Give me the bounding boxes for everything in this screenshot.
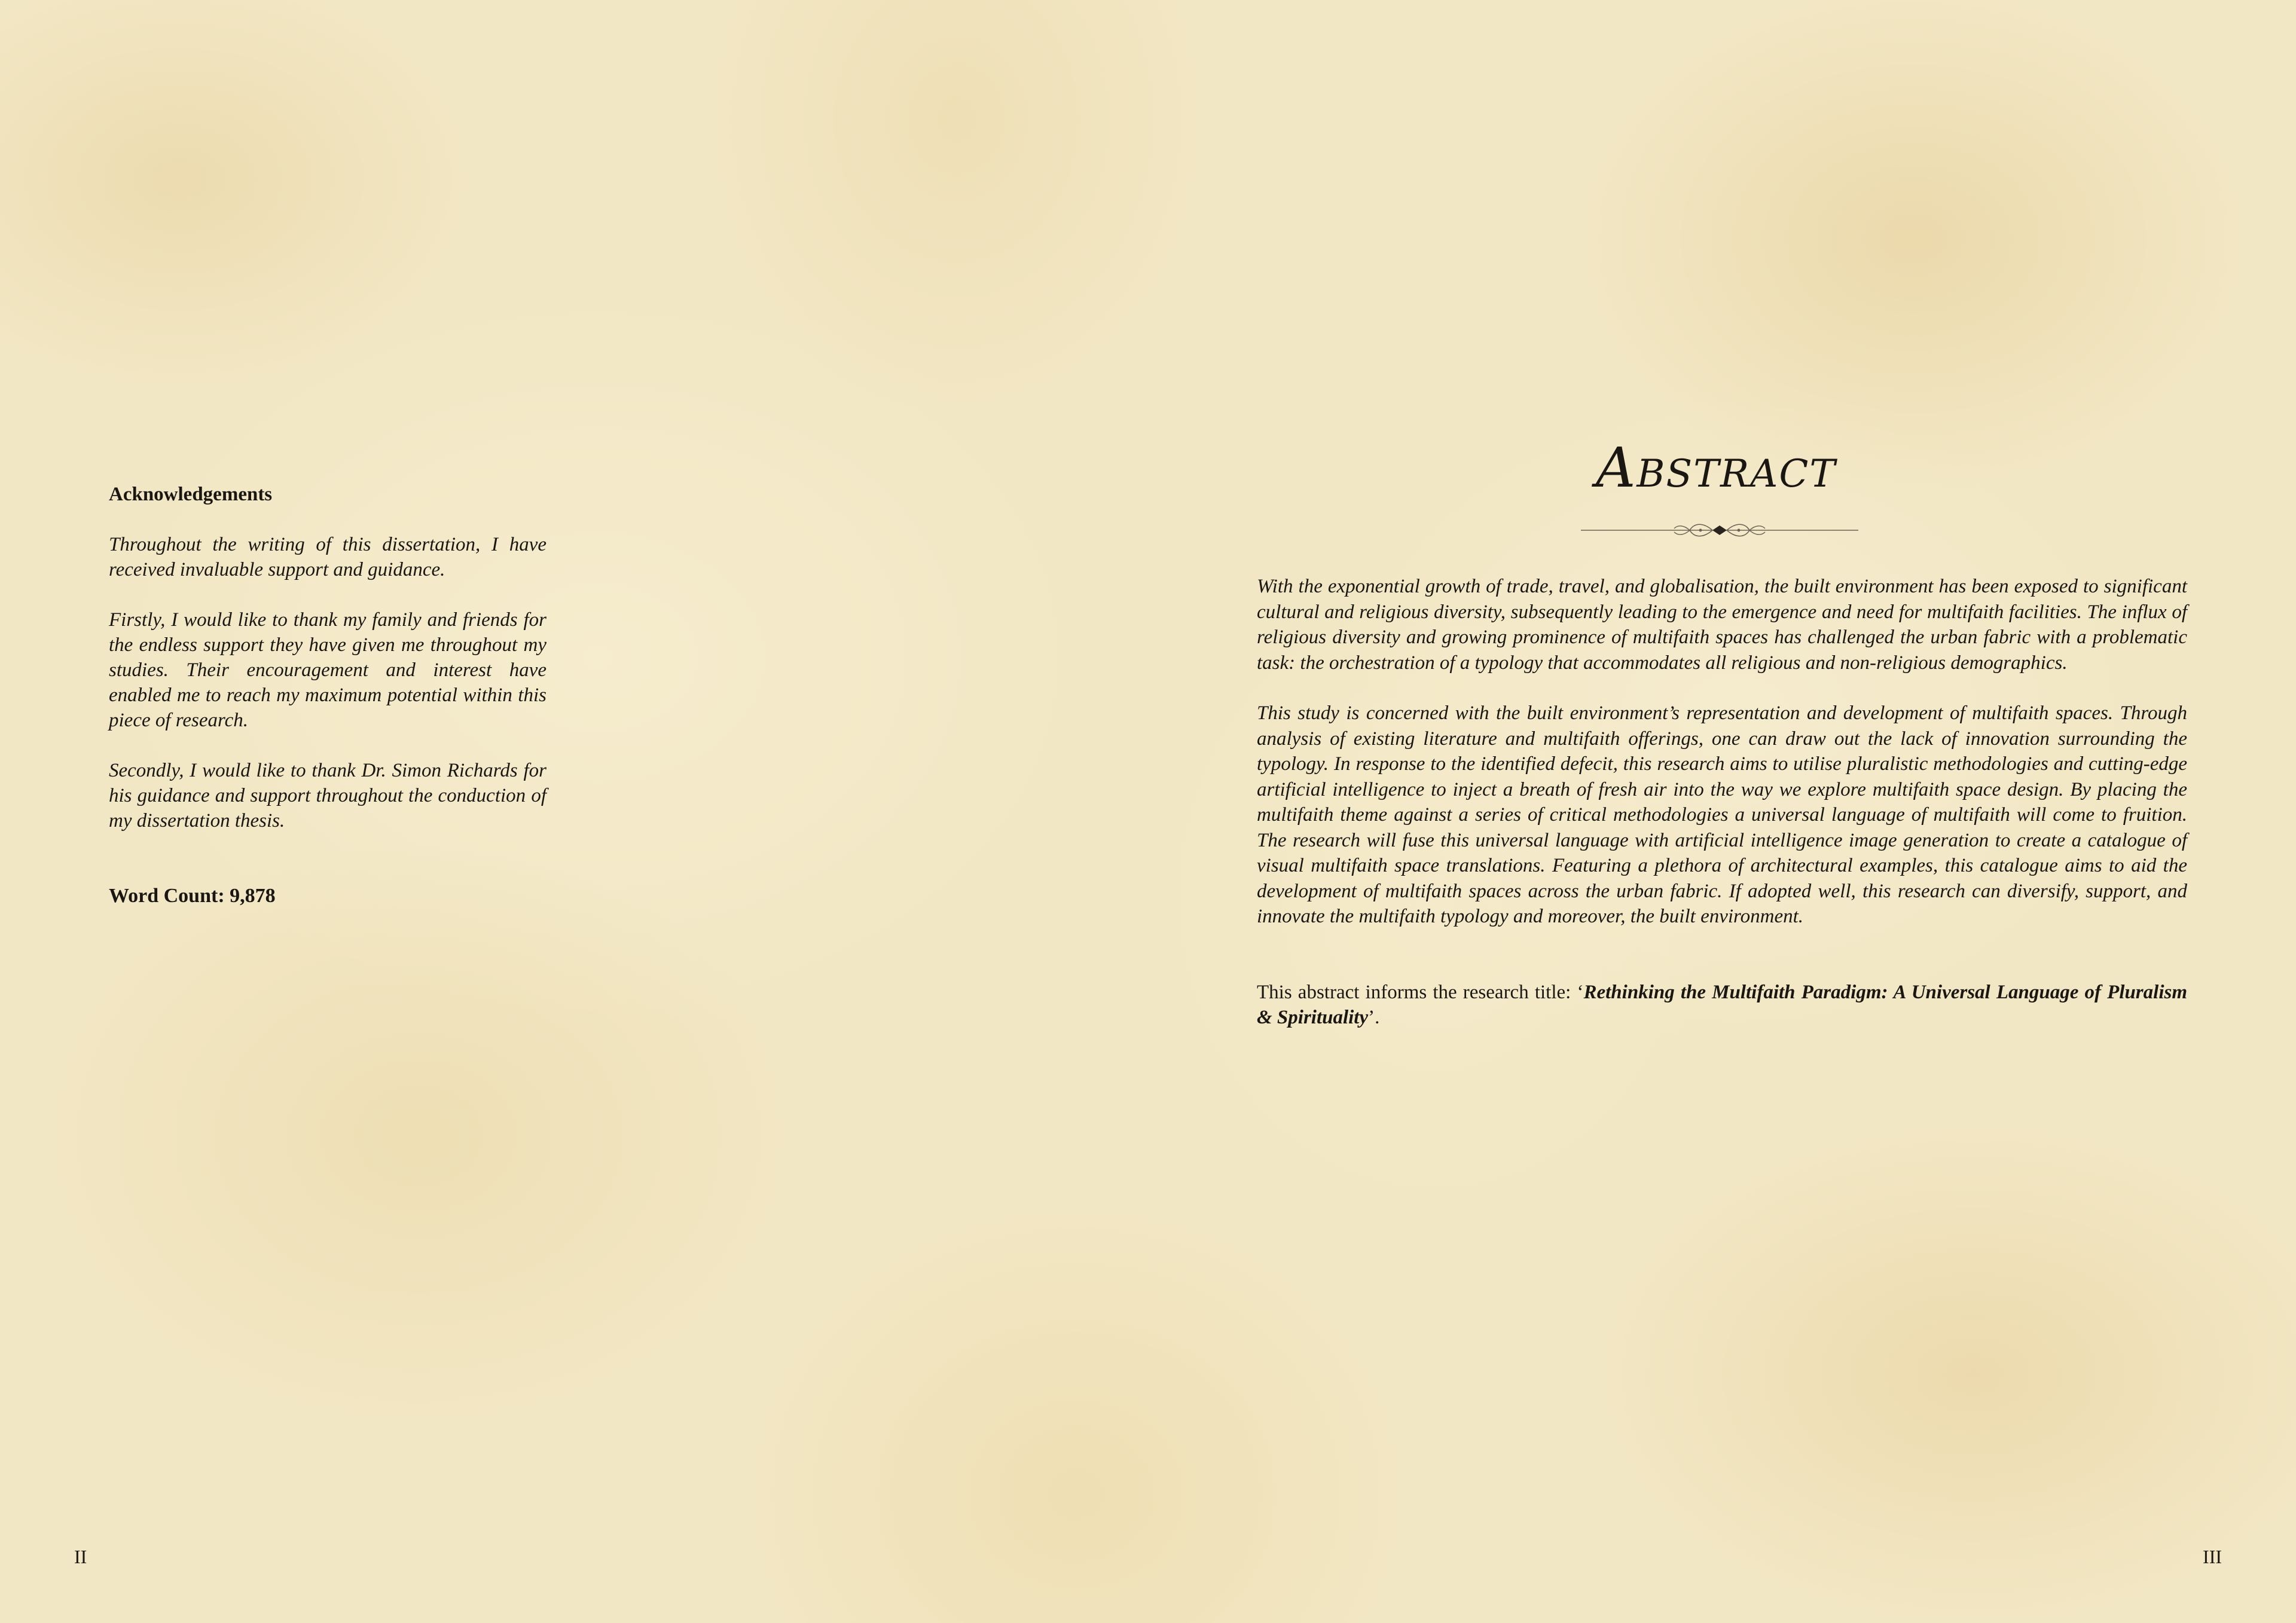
acknowledgements-section [109,482,546,909]
research-title-suffix: ’. [1368,1007,1380,1028]
ornamental-divider-icon [1581,515,1858,545]
research-title: Rethinking the Multifaith Paradigm: A Universal Language of Pluralism & Spirituality [1257,981,2187,1028]
acknowledgements-paragraph: Throughout the writing of this dissertation, I have received invaluable support and guidance. [109,534,546,580]
abstract-paragraph: With the exponential growth of trade, travel, and globalisation, the built environment has been exposed to significant cultural and religious diversity, subsequently leading to the emergence and need for multifaith facilities. The influx of religious diversity and growing prominence of multifaith spaces has challenged the urban fabric with a problematic task: the orchestration of a typology that accommodates all religious and non-religious demographics. [1257,576,2187,674]
abstract-paragraph: This study is concerned with the built environment’s representation and development of multifaith spaces. Through analysis of existing literature and multifaith offerings, one can draw out the lack of innovation surrounding the typology. In response to the identified defecit, this research aims to utilise pluralistic methodologies and cutting-edge artificial intelligence to inject a breath of fresh air into the way we explore multifaith space design. By placing the multifaith theme against a series of critical methodologies a universal language of multifaith will come to fruition. The research will fuse this universal language with artificial intelligence image generation to create a catalogue of visual multifaith space translations. Featuring a plethora of architectural examples, this catalogue aims to aid the development of multifaith spaces across the urban fabric. If adopted well, this research can diversify, support, and innovate the multifaith typology and moreover, the built environment. [1257,702,2187,927]
abstract-title: Abstract [1595,436,1837,500]
abstract-body [1257,574,2187,1050]
research-title-statement [1257,980,2187,1031]
acknowledgements-paragraph: Firstly, I would like to thank my family and friends for the endless support they have given me throughout my studies. Their encouragement and interest have enabled me to reach my maximum potential within this piece of research. [109,609,546,731]
acknowledgements-heading: Acknowledgements [109,484,273,505]
right-page [1148,0,2296,1623]
page-number-left: II [74,1546,87,1567]
research-title-prefix: This abstract informs the research title: ‘ [1257,981,1584,1003]
page-number-right: III [2203,1546,2222,1567]
word-count: Word Count: 9,878 [109,885,276,907]
acknowledgements-paragraph: Secondly, I would like to thank Dr. Simon Richards for his guidance and support throughout the conduction of my dissertation thesis. [109,760,546,832]
